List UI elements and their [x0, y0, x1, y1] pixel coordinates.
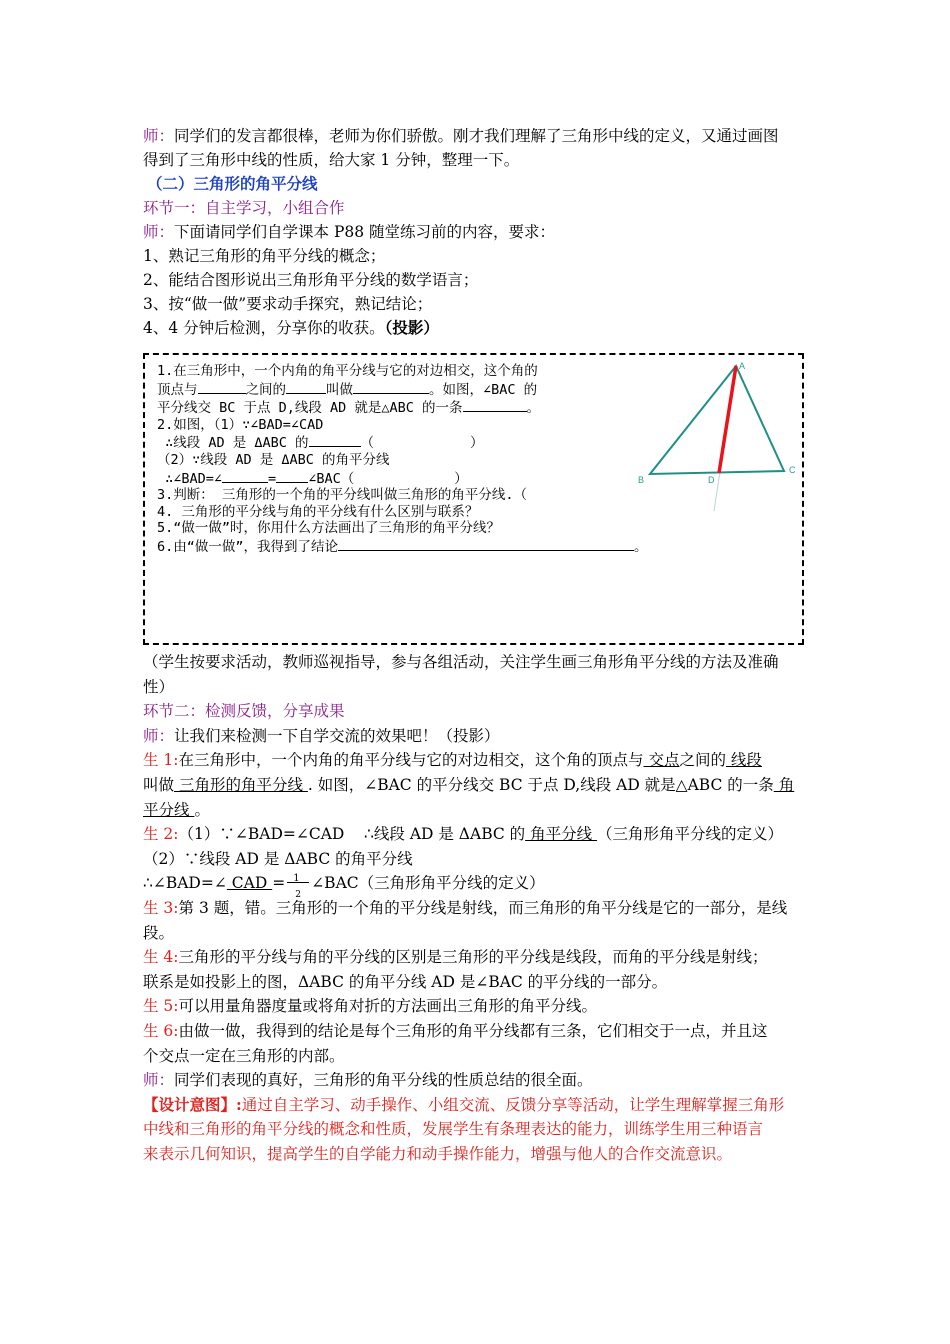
intro-line-1	[143, 124, 813, 148]
answer-text: 由做一做，我得到的结论是每个三角形的角平分线都有三条，它们相交于一点，并且这	[178, 1021, 768, 1040]
speaker-teacher: 师：	[143, 726, 175, 745]
ex-line-6: （2）∵线段 AD 是 ΔABC 的角平分线	[157, 451, 390, 468]
triangle-figure	[626, 356, 806, 516]
student-3-line-1	[143, 896, 813, 921]
answer-text: 第 3 题，错。三角形的一个角的平分线是射线，而三角形的角平分线是它的一部分，是线	[178, 898, 788, 917]
design-line-1	[143, 1093, 813, 1118]
stage1-title: 环节一：自主学习，小组合作	[143, 199, 345, 217]
ex-line-7	[157, 469, 647, 488]
student-1-line-1	[143, 748, 813, 773]
intro-text-1: 同学们的发言都很棒，老师为你们骄傲。刚才我们理解了三角形中线的定义，又通过画图	[174, 127, 779, 145]
instruction-text: 下面请同学们自学课本 P88 随堂练习前的内容，要求：	[174, 223, 556, 241]
answer-blank[interactable]	[198, 380, 246, 394]
ex-text: 。如图，∠BAC 的	[429, 381, 538, 398]
requirement-3: 3、按“做一做”要求动手探究，熟记结论；	[143, 295, 433, 313]
ex-text: ）	[454, 470, 468, 487]
requirement-4-text: 4、4 分钟后检测，分享你的收获。	[143, 319, 385, 337]
student-2-line-1	[143, 822, 813, 847]
ex-line-4: 2.如图，（1）∵∠BAD=∠CAD	[157, 416, 324, 433]
label-d: D	[708, 475, 715, 485]
speaker-teacher: 师：	[143, 127, 175, 145]
ex-line-5	[157, 433, 647, 452]
projection-note: （投影）	[384, 318, 439, 337]
answer-text: 叫做	[143, 775, 175, 794]
closing-line	[143, 1068, 813, 1093]
answer-filled: 平分线	[143, 800, 195, 819]
stage2-teacher	[143, 724, 813, 749]
ex-text: 。	[526, 400, 541, 417]
ex-line-11	[157, 537, 647, 556]
design-line-3: 来表示几何知识，提高学生的自学能力和动手操作能力，增强与他人的合作交流意识。	[143, 1144, 733, 1163]
ex-line-9: 4. 三角形的平分线与角的平分线有什么区别与联系？	[157, 503, 479, 520]
answer-blank[interactable]	[309, 433, 361, 447]
upper-content	[143, 124, 813, 340]
stage2-title: 环节二：检测反馈，分享成果	[143, 702, 345, 721]
ex-text: ）	[470, 435, 484, 452]
fraction-numerator: 1	[293, 873, 300, 885]
label-b: B	[638, 475, 645, 485]
label-c: C	[789, 465, 796, 475]
ex-line-1: 1.在三角形中，一个内角的角平分线与它的对边相交，这个角的	[157, 363, 538, 379]
section-title: （二）三角形的角平分线	[147, 174, 318, 193]
speaker-student-4: 生 4:	[143, 948, 179, 967]
answer-filled: 角平分线	[525, 825, 598, 844]
student-1-line-3	[143, 798, 813, 823]
ex-line-8: 3.判断： 三角形的一个角的平分线叫做三角形的角平分线.（	[157, 487, 528, 504]
ex-text: 顶点与	[157, 381, 198, 398]
answer-text: 三角形的平分线与角的平分线的区别是三角形的平分线是线段，而角的平分线是射线；	[178, 948, 768, 967]
speaker-student-2: 生 2:	[143, 825, 179, 844]
speaker-teacher: 师：	[143, 223, 175, 241]
answer-text: （1）∵∠BAD=∠CAD ∴线段 AD 是 ΔABC 的	[178, 825, 526, 844]
ex-line-2	[157, 380, 647, 399]
speaker-student-5: 生 5:	[143, 997, 179, 1016]
one-half-fraction	[285, 873, 311, 901]
answer-text: 在三角形中，一个内角的角平分线与它的对边相交，这个角的顶点与	[178, 751, 644, 770]
design-line-2: 中线和三角形的角平分线的概念和性质，发展学生有条理表达的能力，训练学生用三种语言	[143, 1120, 764, 1139]
lower-content	[143, 650, 813, 1166]
ex-line-3	[157, 398, 647, 417]
answer-filled: 角	[773, 775, 795, 794]
ex-text: 之间的	[245, 381, 286, 398]
ex-text: 平分线交 BC 于点 D,线段 AD 就是△ABC 的一条	[157, 400, 463, 417]
label-a: A	[739, 361, 746, 371]
design-text: 通过自主学习、动手操作、小组交流、反馈分享等活动，让学生理解掌握三角形	[241, 1095, 785, 1114]
activity-note-2: 性）	[143, 677, 175, 696]
exercise-text	[157, 363, 647, 556]
ex-text: （	[360, 435, 375, 452]
speaker-student-3: 生 3:	[143, 898, 179, 917]
stage1-instruction	[143, 220, 813, 244]
answer-text: =	[272, 874, 286, 893]
speaker-student-1: 生 1:	[143, 751, 179, 770]
answer-text: ∠BAC（三角形角平分线的定义）	[311, 874, 545, 893]
answer-text: 可以用量角器度量或将角对折的方法画出三角形的角平分线。	[178, 997, 598, 1016]
answer-text: 。	[194, 800, 210, 819]
requirement-1: 1、熟记三角形的角平分线的概念；	[143, 247, 386, 265]
activity-note-1: （学生按要求活动，教师巡视指导，参与各组活动，关注学生画三角形角平分线的方法及准确	[143, 653, 779, 671]
intro-line-2: 得到了三角形中线的性质，给大家 1 分钟，整理一下。	[143, 151, 520, 169]
answer-blank[interactable]	[463, 398, 527, 412]
ex-line-10: 5.“做一做”时，你用什么方法画出了三角形的角平分线？	[157, 520, 501, 537]
stage2-text: 让我们来检测一下自学交流的效果吧！（投影）	[174, 726, 500, 745]
answer-filled: CAD	[226, 874, 273, 893]
answer-blank[interactable]	[276, 469, 308, 483]
student-4-line-2: 联系是如投影上的图，ΔABC 的角平分线 AD 是∠BAC 的平分线的一部分。	[143, 972, 668, 991]
student-1-line-2	[143, 773, 813, 798]
answer-blank[interactable]	[353, 380, 429, 394]
answer-text: ∴∠BAD=∠	[143, 874, 227, 893]
student-4-line-1	[143, 945, 813, 970]
student-6-line-2: 个交点一定在三角形的内部。	[143, 1046, 345, 1065]
ex-text: 6.由“做一做”，我得到了结论	[157, 538, 339, 555]
answer-filled: 线段	[725, 751, 762, 770]
fraction-denominator: 2	[295, 890, 301, 901]
ex-text: ∠BAC（	[308, 470, 355, 487]
answer-filled: 三角形的角平分线	[174, 775, 308, 794]
ex-text: =	[268, 470, 277, 487]
speaker-student-6: 生 6:	[143, 1021, 179, 1040]
ex-text: ∴∠BAD=∠	[165, 470, 223, 487]
closing-text: 同学们表现的真好，三角形的角平分线的性质总结的很全面。	[174, 1071, 593, 1090]
student-3-line-2: 段。	[143, 923, 175, 942]
answer-text: （三角形角平分线的定义）	[597, 825, 784, 844]
angle-bisector-ad	[719, 366, 736, 473]
ex-text: ∴线段 AD 是 ΔABC 的	[165, 435, 309, 452]
answer-text: 之间的	[679, 751, 726, 770]
student-2-line-2: （2）∵线段 AD 是 ΔABC 的角平分线	[143, 849, 413, 868]
answer-blank[interactable]	[338, 537, 634, 551]
answer-filled: 交点	[643, 751, 680, 770]
triangle-abc	[650, 366, 784, 474]
ex-text: 叫做	[326, 381, 353, 398]
student-5-line-1	[143, 994, 813, 1019]
student-6-line-1	[143, 1019, 813, 1044]
design-intent-label: 【设计意图】:	[143, 1094, 242, 1114]
answer-text: . 如图，∠BAC 的平分线交 BC 于点 D,线段 AD 就是△ABC 的一条	[307, 775, 774, 794]
ex-text: 。	[634, 538, 648, 555]
speaker-teacher: 师：	[143, 1071, 175, 1090]
student-2-line-3	[143, 871, 813, 901]
requirement-2: 2、能结合图形说出三角形角平分线的数学语言；	[143, 271, 479, 289]
answer-blank[interactable]	[286, 380, 326, 394]
answer-blank[interactable]	[222, 469, 268, 483]
requirement-4	[143, 316, 813, 340]
